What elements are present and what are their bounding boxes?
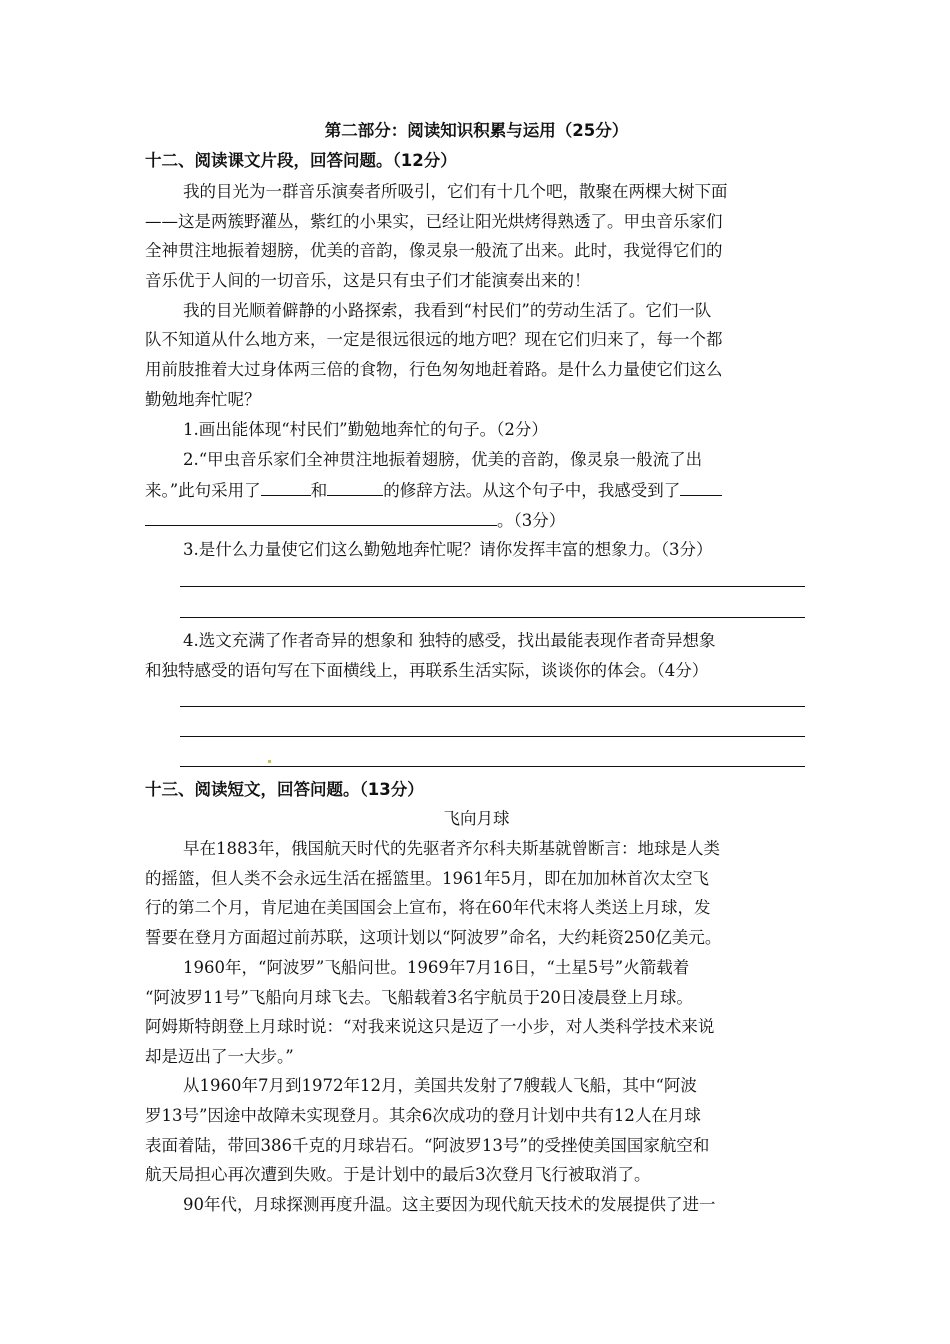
part-title: 第二部分：阅读知识积累与运用（25分） xyxy=(324,121,629,140)
passage-line: “阿波罗11号”飞船向月球飞去。飞船载着3名宇航员于20日凌晨登上月球。 xyxy=(145,988,693,1007)
answer-blank[interactable] xyxy=(145,509,497,526)
passage-line: 早在1883年，俄国航天时代的先驱者齐尔科夫斯基就曾断言：地球是人类 xyxy=(183,839,720,858)
passage-line: 我的目光顺着僻静的小路探索，我看到“村民们”的劳动生活了。它们一队 xyxy=(183,301,712,320)
answer-blank[interactable] xyxy=(327,479,383,496)
passage-line: 我的目光为一群音乐演奏者所吸引，它们有十几个吧，散聚在两棵大树下面 xyxy=(183,182,728,201)
passage-line: 音乐优于人间的一切音乐，这是只有虫子们才能演奏出来的！ xyxy=(145,271,591,290)
q2-end: 。（3分） xyxy=(497,511,566,530)
passage-line: 勤勉地奔忙呢？ xyxy=(145,390,261,409)
passage-line: 却是迈出了一大步。” xyxy=(145,1047,294,1066)
question-2-line1: 2.“甲虫音乐家们全神贯注地振着翅膀，优美的音韵，像灵泉一般流了出 xyxy=(183,450,703,469)
answer-line[interactable] xyxy=(180,736,805,737)
passage-line: ——这是两簇野灌丛，紫红的小果实，已经让阳光烘烤得熟透了。甲虫音乐家们 xyxy=(145,212,723,231)
section13-heading: 十三、阅读短文，回答问题。（13分） xyxy=(145,780,424,799)
passage-line: 阿姆斯特朗登上月球时说：“对我来说这只是迈了一小步，对人类科学技术来说 xyxy=(145,1017,715,1036)
passage-line: 罗13号”因途中故障未实现登月。其余6次成功的登月计划中共有12人在月球 xyxy=(145,1106,701,1125)
article-title: 飞向月球 xyxy=(443,809,510,828)
answer-line[interactable] xyxy=(180,706,805,707)
passage-line: 的摇篮，但人类不会永远生活在摇篮里。1961年5月，即在加加林首次太空飞 xyxy=(145,869,709,888)
passage-line: 1960年，“阿波罗”飞船问世。1969年7月16日，“土星5号”火箭载着 xyxy=(183,958,690,977)
passage-line: 行的第二个月，肯尼迪在美国国会上宣布，将在60年代末将人类送上月球，发 xyxy=(145,898,711,917)
answer-line[interactable] xyxy=(180,766,805,767)
scan-speck xyxy=(268,760,271,763)
question-4-line2: 和独特感受的语句写在下面横线上，再联系生活实际，谈谈你的体会。（4分） xyxy=(145,661,709,680)
passage-line: 队不知道从什么地方来，一定是很远很远的地方吧？现在它们归来了，每一个都 xyxy=(145,330,723,349)
passage-line: 从1960年7月到1972年12月，美国共发射了7艘载人飞船，其中“阿波 xyxy=(183,1076,697,1095)
answer-blank[interactable] xyxy=(261,479,311,496)
question-4-line1: 4.选文充满了作者奇异的想象和 独特的感受，找出最能表现作者奇异想象 xyxy=(183,631,716,650)
question-1: 1.画出能体现“村民们”勤勉地奔忙的句子。（2分） xyxy=(183,420,548,439)
passage-line: 90年代，月球探测再度升温。这主要因为现代航天技术的发展提供了进一 xyxy=(183,1195,716,1214)
q2-text-c: 的修辞方法。从这个句子中，我感受到了 xyxy=(383,481,681,500)
answer-line[interactable] xyxy=(180,617,805,618)
passage-line: 航天局担心再次遭到失败。于是计划中的最后3次登月飞行被取消了。 xyxy=(145,1165,651,1184)
passage-line: 用前肢推着大过身体两三倍的食物，行色匆匆地赶着路。是什么力量使它们这么 xyxy=(145,360,723,379)
passage-line: 全神贯注地振着翅膀，优美的音韵，像灵泉一般流了出来。此时，我觉得它们的 xyxy=(145,241,723,260)
passage-line: 表面着陆，带回386千克的月球岩石。“阿波罗13号”的受挫使美国国家航空和 xyxy=(145,1136,710,1155)
q2-text-b: 和 xyxy=(310,481,328,500)
question-3: 3.是什么力量使它们这么勤勉地奔忙呢？请你发挥丰富的想象力。（3分） xyxy=(183,540,713,559)
answer-blank[interactable] xyxy=(680,479,722,496)
answer-line[interactable] xyxy=(180,586,805,587)
question-2-line2 xyxy=(145,479,722,502)
section12-heading: 十二、阅读课文片段，回答问题。（12分） xyxy=(145,151,457,170)
question-2-line3 xyxy=(145,509,565,532)
q2-text-a: 来。”此句采用了 xyxy=(145,481,261,500)
passage-line: 誓要在登月方面超过前苏联，这项计划以“阿波罗”命名，大约耗资250亿美元。 xyxy=(145,928,722,947)
